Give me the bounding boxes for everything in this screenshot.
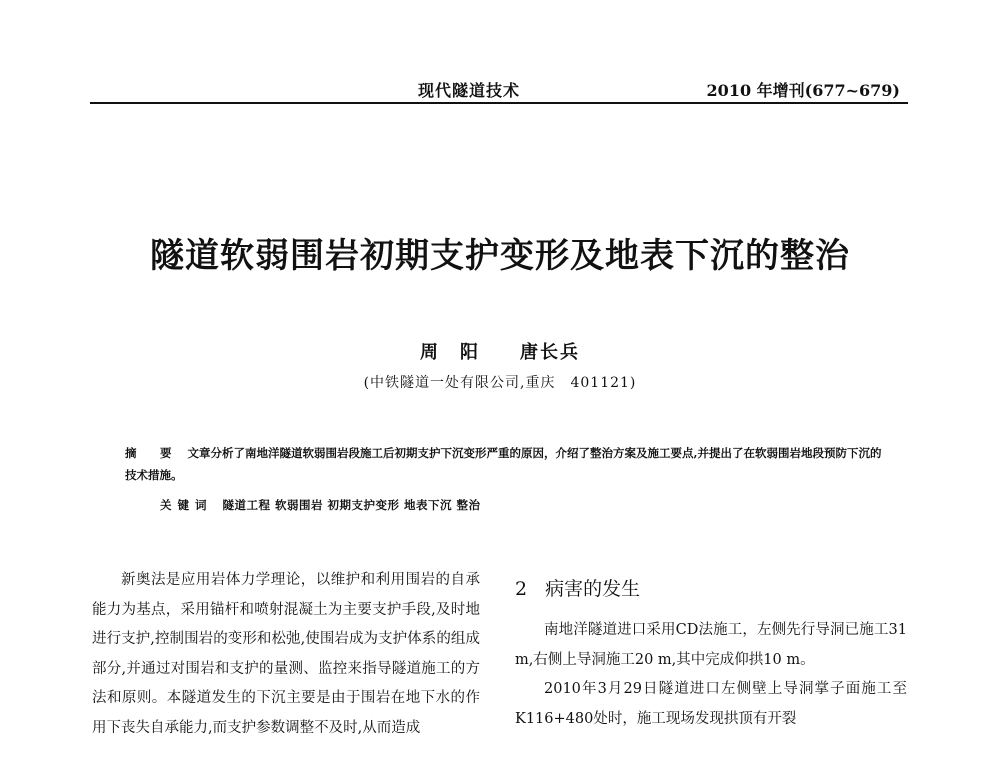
issue-info: 2010 年增刊(677~679) — [706, 81, 900, 100]
section-heading — [515, 574, 907, 604]
intro-paragraph: 新奥法是应用岩体力学理论，以维护和利用围岩的自承能力为基点，采用锚杆和喷射混凝土为主要支护手段,及时地进行支护,控制围岩的变形和松弛,使围岩成为支护体系的组成部分,并通过对围岩和支护的量测、监控来指导隧道施工的方法和原则。本隧道发生的下沉主要是由于围岩在地下水的作用下丧失自承能力,而支护参数调整不及时,从而造成 — [92, 572, 480, 736]
section-title: 病害的发生 — [545, 578, 641, 600]
keywords-label: 关键词 — [160, 498, 213, 512]
page-header — [90, 78, 908, 104]
section-paragraph-2: 2010年3月29日隧道进口左侧壁上导洞掌子面施工至K116+480处时，施工现场发现拱顶有开裂 — [515, 681, 907, 727]
keywords-text: 隧道工程 软弱围岩 初期支护变形 地表下沉 整治 — [222, 498, 481, 512]
abstract-label: 摘 要 — [125, 446, 178, 460]
body-column-left — [92, 566, 480, 743]
journal-name: 现代隧道技术 — [418, 81, 521, 100]
keywords — [160, 497, 880, 513]
abstract-text: 文章分析了南地洋隧道软弱围岩段施工后初期支护下沉变形严重的原因，介绍了整治方案及施工要点,并提出了在软弱围岩地段预防下沉的技术措施。 — [125, 446, 882, 482]
authors: 周 阳 唐长兵 — [420, 342, 580, 363]
article-title: 隧道软弱围岩初期支护变形及地表下沉的整治 — [150, 236, 850, 276]
section-number: 2 — [515, 578, 528, 600]
section-paragraph-1: 南地洋隧道进口采用CD法施工，左侧先行导洞已施工31 m,右侧上导洞施工20 m,其中完成仰拱10 m。 — [515, 622, 907, 668]
header-rule — [90, 102, 908, 104]
abstract — [125, 442, 885, 486]
body-column-right — [515, 566, 907, 734]
affiliation: (中铁隧道一处有限公司,重庆 401121) — [363, 375, 637, 391]
